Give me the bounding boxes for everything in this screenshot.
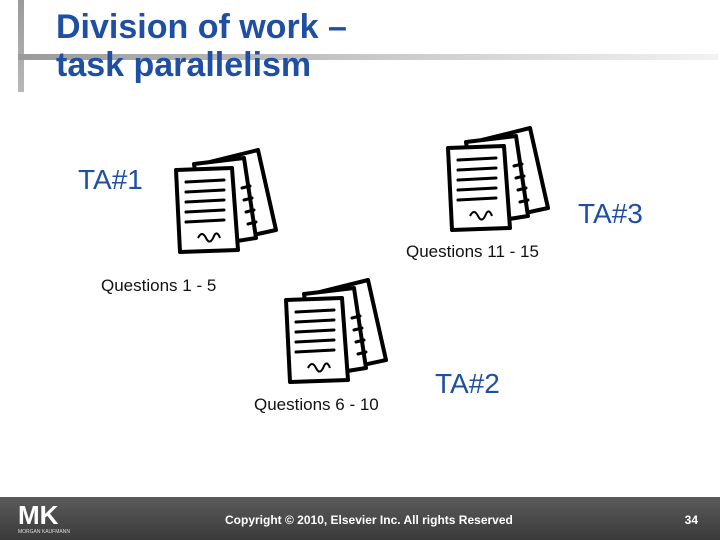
- logo-text: MK: [18, 502, 59, 530]
- footer-bar: [0, 497, 720, 540]
- copyright-text: Copyright © 2010, Elsevier Inc. All rights Reserved: [225, 513, 513, 527]
- ta1-label: TA#1: [78, 164, 143, 195]
- document-stack-icon: [444, 126, 554, 232]
- publisher-logo: [18, 502, 72, 536]
- ta3-label: TA#3: [578, 198, 643, 229]
- ta2-label: TA#2: [435, 368, 500, 399]
- ta2-questions: Questions 6 - 10: [254, 395, 379, 414]
- logo-subtext: MORGAN KAUFMANN: [18, 529, 70, 535]
- document-stack-icon: [282, 278, 392, 384]
- slide-title-line-2: task parallelism: [56, 46, 312, 84]
- title-accent-vertical-bar: [18, 0, 24, 92]
- slide-title: [56, 8, 347, 84]
- ta3-questions: Questions 11 - 15: [406, 242, 539, 261]
- slide-title-line-1: Division of work –: [56, 8, 347, 46]
- ta1-questions: Questions 1 - 5: [101, 276, 217, 295]
- page-number: 34: [684, 513, 698, 527]
- document-stack-icon: [172, 148, 282, 254]
